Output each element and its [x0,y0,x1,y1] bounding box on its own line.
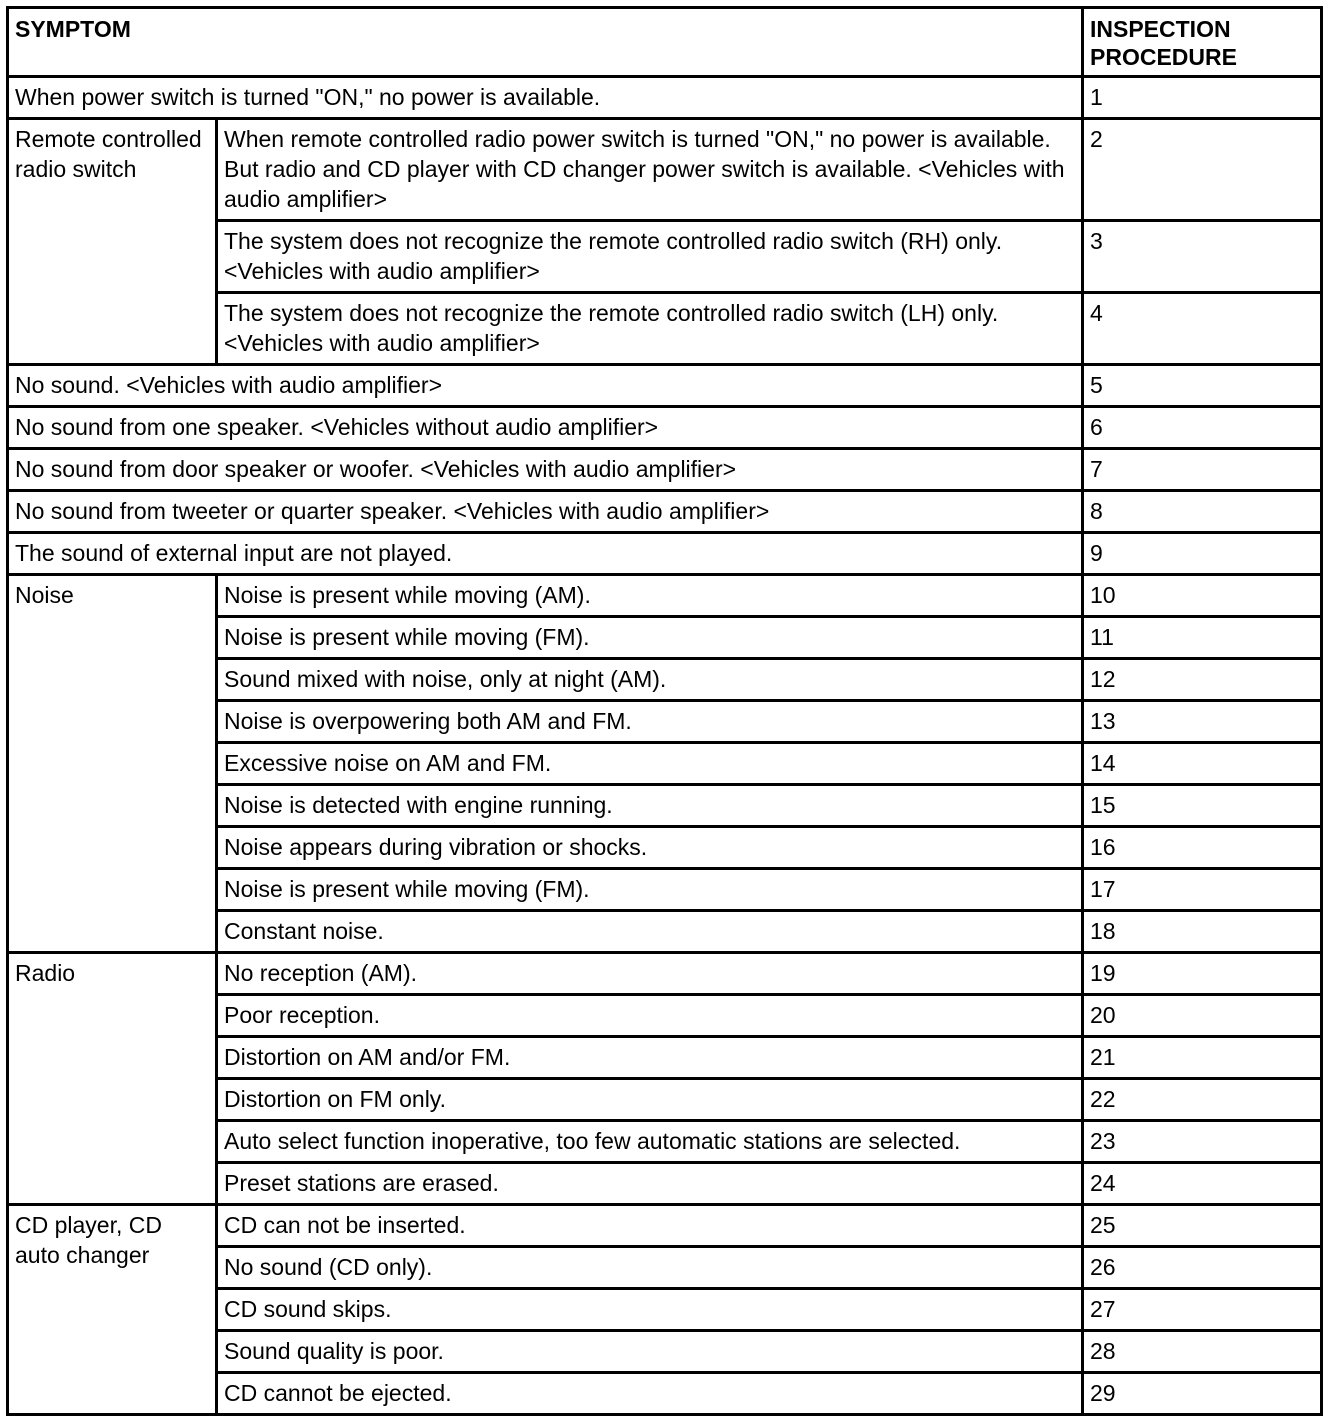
header-symptom: SYMPTOM [8,8,1083,77]
group-cell-cd-player: CD player, CD auto changer [8,1205,217,1415]
procedure-cell: 1 [1083,77,1322,119]
group-cell-remote-switch: Remote controlled radio switch [8,119,217,365]
symptom-cell: Auto select function inoperative, too few automatic stations are selected. [217,1121,1083,1163]
procedure-cell: 19 [1083,953,1322,995]
procedure-cell: 23 [1083,1121,1322,1163]
symptom-cell: CD can not be inserted. [217,1205,1083,1247]
symptom-cell: Sound mixed with noise, only at night (AM). [217,659,1083,701]
symptom-cell: Noise is overpowering both AM and FM. [217,701,1083,743]
symptom-cell: Noise appears during vibration or shocks. [217,827,1083,869]
symptom-cell: Distortion on AM and/or FM. [217,1037,1083,1079]
symptom-cell: No reception (AM). [217,953,1083,995]
procedure-cell: 2 [1083,119,1322,221]
symptom-cell: Noise is present while moving (AM). [217,575,1083,617]
procedure-cell: 17 [1083,869,1322,911]
procedure-cell: 22 [1083,1079,1322,1121]
procedure-cell: 4 [1083,293,1322,365]
symptom-cell: CD sound skips. [217,1289,1083,1331]
symptom-cell: Noise is present while moving (FM). [217,617,1083,659]
table-row [8,449,1322,491]
symptom-cell: Constant noise. [217,911,1083,953]
procedure-cell: 20 [1083,995,1322,1037]
procedure-cell: 3 [1083,221,1322,293]
table-row [8,953,1322,995]
procedure-cell: 9 [1083,533,1322,575]
symptom-cell: No sound from tweeter or quarter speaker. <Vehicles with audio amplifier> [8,491,1083,533]
table-row [8,119,1322,221]
procedure-cell: 8 [1083,491,1322,533]
symptom-cell: Sound quality is poor. [217,1331,1083,1373]
symptom-cell: When power switch is turned "ON," no power is available. [8,77,1083,119]
procedure-cell: 13 [1083,701,1322,743]
symptom-cell: Poor reception. [217,995,1083,1037]
symptom-cell: Noise is present while moving (FM). [217,869,1083,911]
symptom-cell: Distortion on FM only. [217,1079,1083,1121]
table-row [8,407,1322,449]
procedure-cell: 21 [1083,1037,1322,1079]
symptom-cell: Preset stations are erased. [217,1163,1083,1205]
symptom-cell: The system does not recognize the remote controlled radio switch (LH) only. <Vehicles with audio amplifier> [217,293,1083,365]
procedure-cell: 16 [1083,827,1322,869]
procedure-cell: 27 [1083,1289,1322,1331]
header-procedure-line1: INSPECTION [1090,16,1231,42]
symptom-cell: Excessive noise on AM and FM. [217,743,1083,785]
table-row [8,575,1322,617]
table-row [8,365,1322,407]
group-cell-noise: Noise [8,575,217,953]
symptom-cell: The system does not recognize the remote controlled radio switch (RH) only. <Vehicles with audio amplifier> [217,221,1083,293]
table-row [8,77,1322,119]
procedure-cell: 7 [1083,449,1322,491]
procedure-cell: 11 [1083,617,1322,659]
header-procedure-line2: PROCEDURE [1090,44,1237,70]
group-cell-radio: Radio [8,953,217,1205]
symptom-cell: Noise is detected with engine running. [217,785,1083,827]
procedure-cell: 14 [1083,743,1322,785]
procedure-cell: 24 [1083,1163,1322,1205]
table-row [8,533,1322,575]
procedure-cell: 26 [1083,1247,1322,1289]
procedure-cell: 15 [1083,785,1322,827]
procedure-cell: 18 [1083,911,1322,953]
procedure-cell: 28 [1083,1331,1322,1373]
symptom-cell: No sound from one speaker. <Vehicles without audio amplifier> [8,407,1083,449]
symptom-cell: No sound from door speaker or woofer. <Vehicles with audio amplifier> [8,449,1083,491]
procedure-cell: 6 [1083,407,1322,449]
procedure-cell: 5 [1083,365,1322,407]
symptom-cell: The sound of external input are not played. [8,533,1083,575]
header-inspection-procedure [1083,8,1322,77]
symptom-cell: No sound (CD only). [217,1247,1083,1289]
procedure-cell: 25 [1083,1205,1322,1247]
symptom-cell: No sound. <Vehicles with audio amplifier> [8,365,1083,407]
table-row [8,1205,1322,1247]
symptom-cell: When remote controlled radio power switch is turned "ON," no power is available. But radio and CD player with CD changer power switch is available. <Vehicles with audio amplifier> [217,119,1083,221]
procedure-cell: 29 [1083,1373,1322,1415]
symptom-table [6,6,1323,1416]
table-header-row [8,8,1322,77]
table-row [8,491,1322,533]
symptom-cell: CD cannot be ejected. [217,1373,1083,1415]
procedure-cell: 10 [1083,575,1322,617]
procedure-cell: 12 [1083,659,1322,701]
